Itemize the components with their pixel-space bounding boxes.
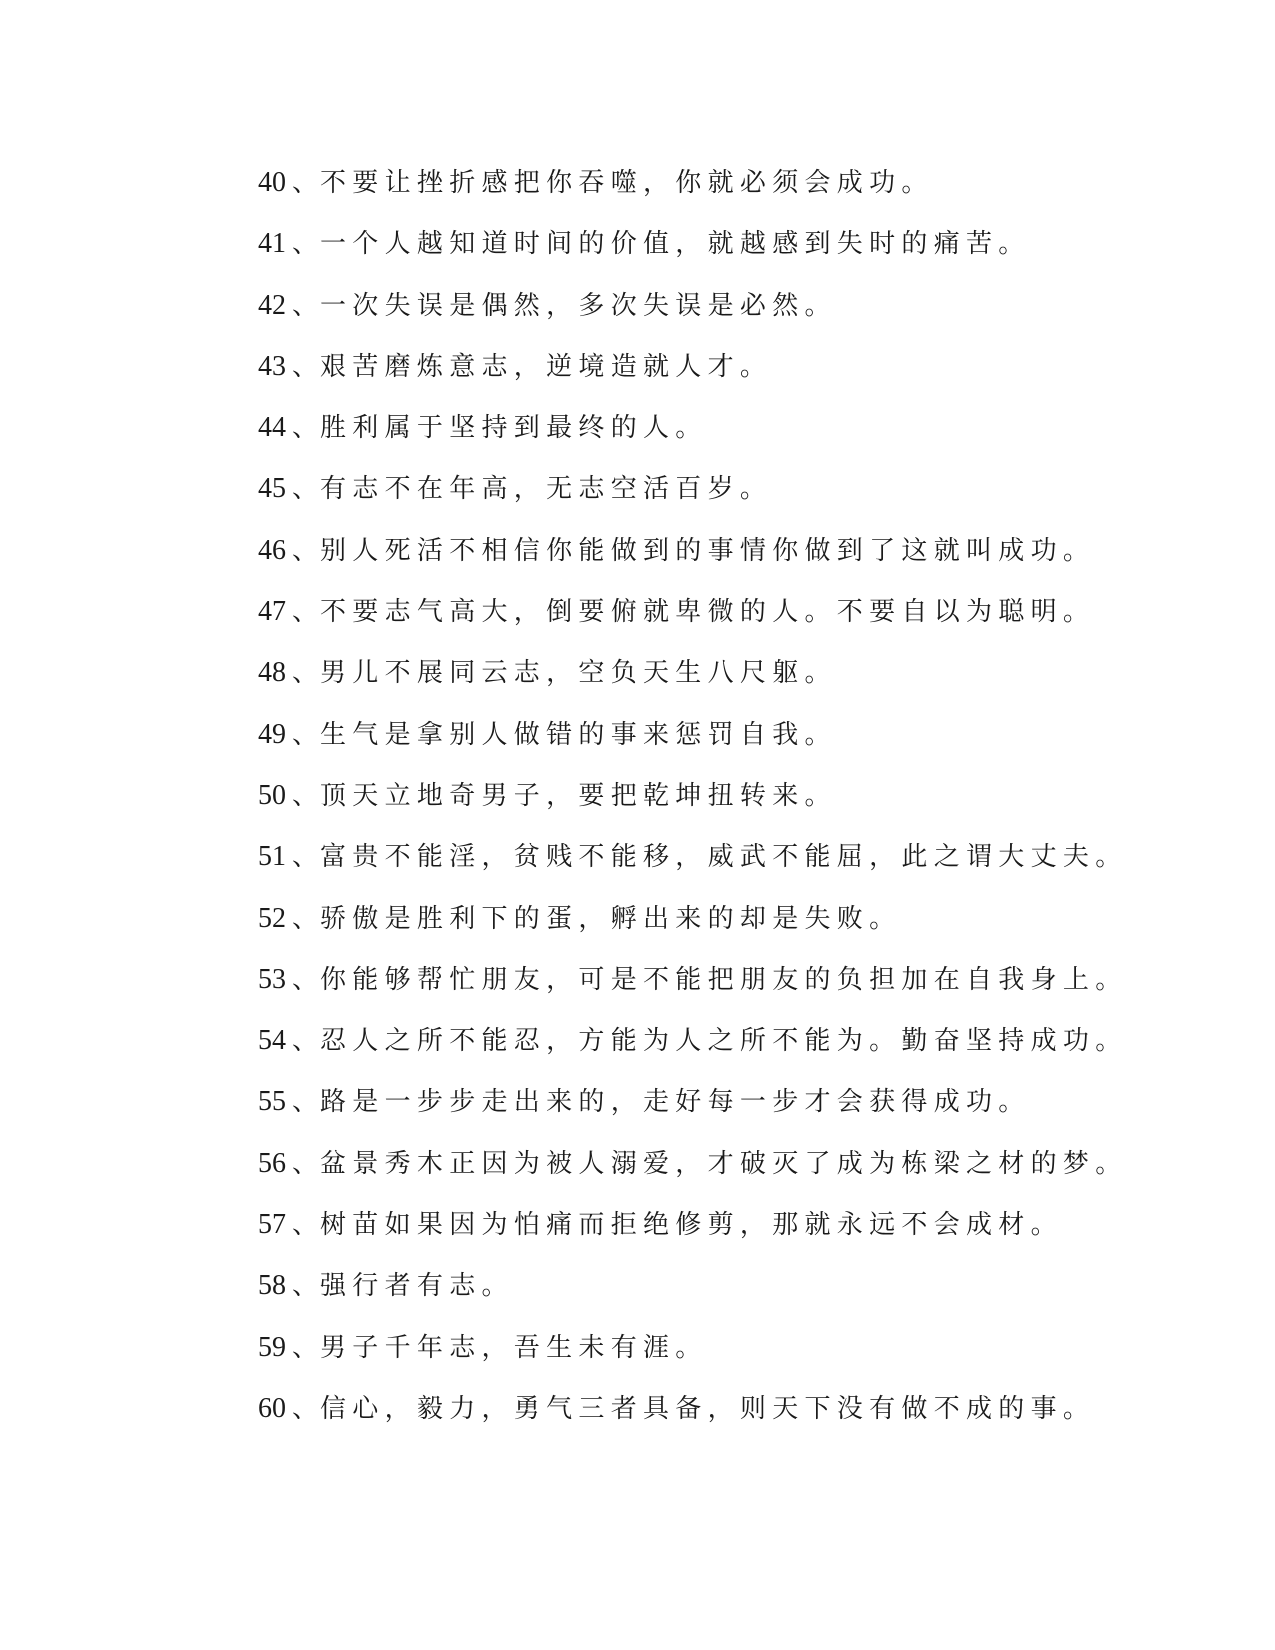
item-number: 57 [258, 1209, 286, 1241]
item-text: 富贵不能淫，贫贱不能移，威武不能屈，此之谓大丈夫。 [320, 842, 1128, 873]
list-item [258, 350, 1158, 411]
list-item [258, 779, 1158, 840]
list-item [258, 718, 1158, 779]
item-separator: 、 [292, 1210, 319, 1241]
list-item [258, 840, 1158, 901]
list-item [258, 902, 1158, 963]
item-number: 44 [258, 412, 286, 444]
quote-list [258, 166, 1158, 1453]
list-item [258, 289, 1158, 350]
item-number: 49 [258, 718, 286, 750]
item-number: 42 [258, 289, 286, 321]
item-number: 60 [258, 1392, 286, 1424]
item-number: 59 [258, 1331, 286, 1363]
item-separator: 、 [292, 964, 319, 995]
item-text: 男儿不展同云志，空负天生八尺躯。 [320, 658, 837, 689]
item-separator: 、 [292, 1026, 319, 1057]
item-separator: 、 [292, 168, 319, 198]
item-number: 56 [258, 1147, 286, 1179]
item-text: 骄傲是胜利下的蛋，孵出来的却是失败。 [320, 903, 902, 934]
item-separator: 、 [292, 658, 319, 689]
item-text: 不要让挫折感把你吞噬，你就必须会成功。 [320, 168, 934, 198]
item-text: 信心，毅力，勇气三者具备，则天下没有做不成的事。 [320, 1393, 1096, 1424]
list-item [258, 656, 1158, 717]
item-text: 盆景秀木正因为被人溺爱，才破灭了成为栋梁之材的梦。 [320, 1148, 1128, 1179]
item-separator: 、 [292, 1332, 319, 1363]
list-item [258, 227, 1158, 288]
list-item [258, 411, 1158, 472]
item-text: 顶天立地奇男子，要把乾坤扭转来。 [320, 780, 837, 811]
item-number: 43 [258, 350, 286, 382]
item-separator: 、 [292, 903, 319, 934]
item-number: 51 [258, 841, 286, 873]
list-item [258, 1331, 1158, 1392]
list-item [258, 1147, 1158, 1208]
item-number: 53 [258, 963, 286, 995]
item-text: 一次失误是偶然，多次失误是必然。 [320, 290, 837, 321]
item-separator: 、 [292, 719, 319, 750]
list-item [258, 472, 1158, 533]
item-separator: 、 [292, 842, 319, 873]
item-separator: 、 [292, 1087, 319, 1118]
item-number: 58 [258, 1270, 286, 1302]
item-text: 生气是拿别人做错的事来惩罚自我。 [320, 719, 837, 750]
item-text: 树苗如果因为怕痛而拒绝修剪，那就永远不会成材。 [320, 1210, 1063, 1241]
item-number: 47 [258, 596, 286, 628]
item-text: 一个人越知道时间的价值，就越感到失时的痛苦。 [320, 229, 1031, 260]
item-text: 男子千年志，吾生未有涯。 [320, 1332, 708, 1363]
item-text: 忍人之所不能忍，方能为人之所不能为。勤奋坚持成功。 [320, 1026, 1128, 1057]
item-number: 48 [258, 657, 286, 689]
list-item [258, 1024, 1158, 1085]
item-separator: 、 [292, 229, 319, 260]
item-text: 胜利属于坚持到最终的人。 [320, 413, 708, 444]
list-item [258, 1085, 1158, 1146]
item-number: 55 [258, 1086, 286, 1118]
item-separator: 、 [292, 351, 319, 382]
item-number: 41 [258, 228, 286, 260]
item-number: 45 [258, 473, 286, 505]
list-item [258, 963, 1158, 1024]
item-text: 你能够帮忙朋友，可是不能把朋友的负担加在自我身上。 [320, 964, 1128, 995]
item-number: 52 [258, 902, 286, 934]
list-item [258, 534, 1158, 595]
item-text: 路是一步步走出来的，走好每一步才会获得成功。 [320, 1087, 1031, 1118]
item-separator: 、 [292, 597, 319, 628]
item-separator: 、 [292, 1148, 319, 1179]
item-separator: 、 [292, 1271, 319, 1302]
list-item [258, 1392, 1158, 1453]
item-separator: 、 [292, 780, 319, 811]
item-text: 别人死活不相信你能做到的事情你做到了这就叫成功。 [320, 535, 1096, 566]
item-number: 46 [258, 534, 286, 566]
item-number: 40 [258, 167, 286, 198]
item-separator: 、 [292, 1393, 319, 1424]
item-separator: 、 [292, 474, 319, 505]
item-text: 有志不在年高，无志空活百岁。 [320, 474, 773, 505]
item-separator: 、 [292, 535, 319, 566]
item-separator: 、 [292, 413, 319, 444]
list-item [258, 1208, 1158, 1269]
item-separator: 、 [292, 290, 319, 321]
list-item [258, 1269, 1158, 1330]
item-text: 艰苦磨炼意志，逆境造就人才。 [320, 351, 773, 382]
list-item [258, 595, 1158, 656]
item-text: 强行者有志。 [320, 1271, 514, 1302]
item-text: 不要志气高大，倒要俯就卑微的人。不要自以为聪明。 [320, 597, 1096, 628]
item-number: 54 [258, 1025, 286, 1057]
list-item [258, 166, 1158, 227]
item-number: 50 [258, 779, 286, 811]
